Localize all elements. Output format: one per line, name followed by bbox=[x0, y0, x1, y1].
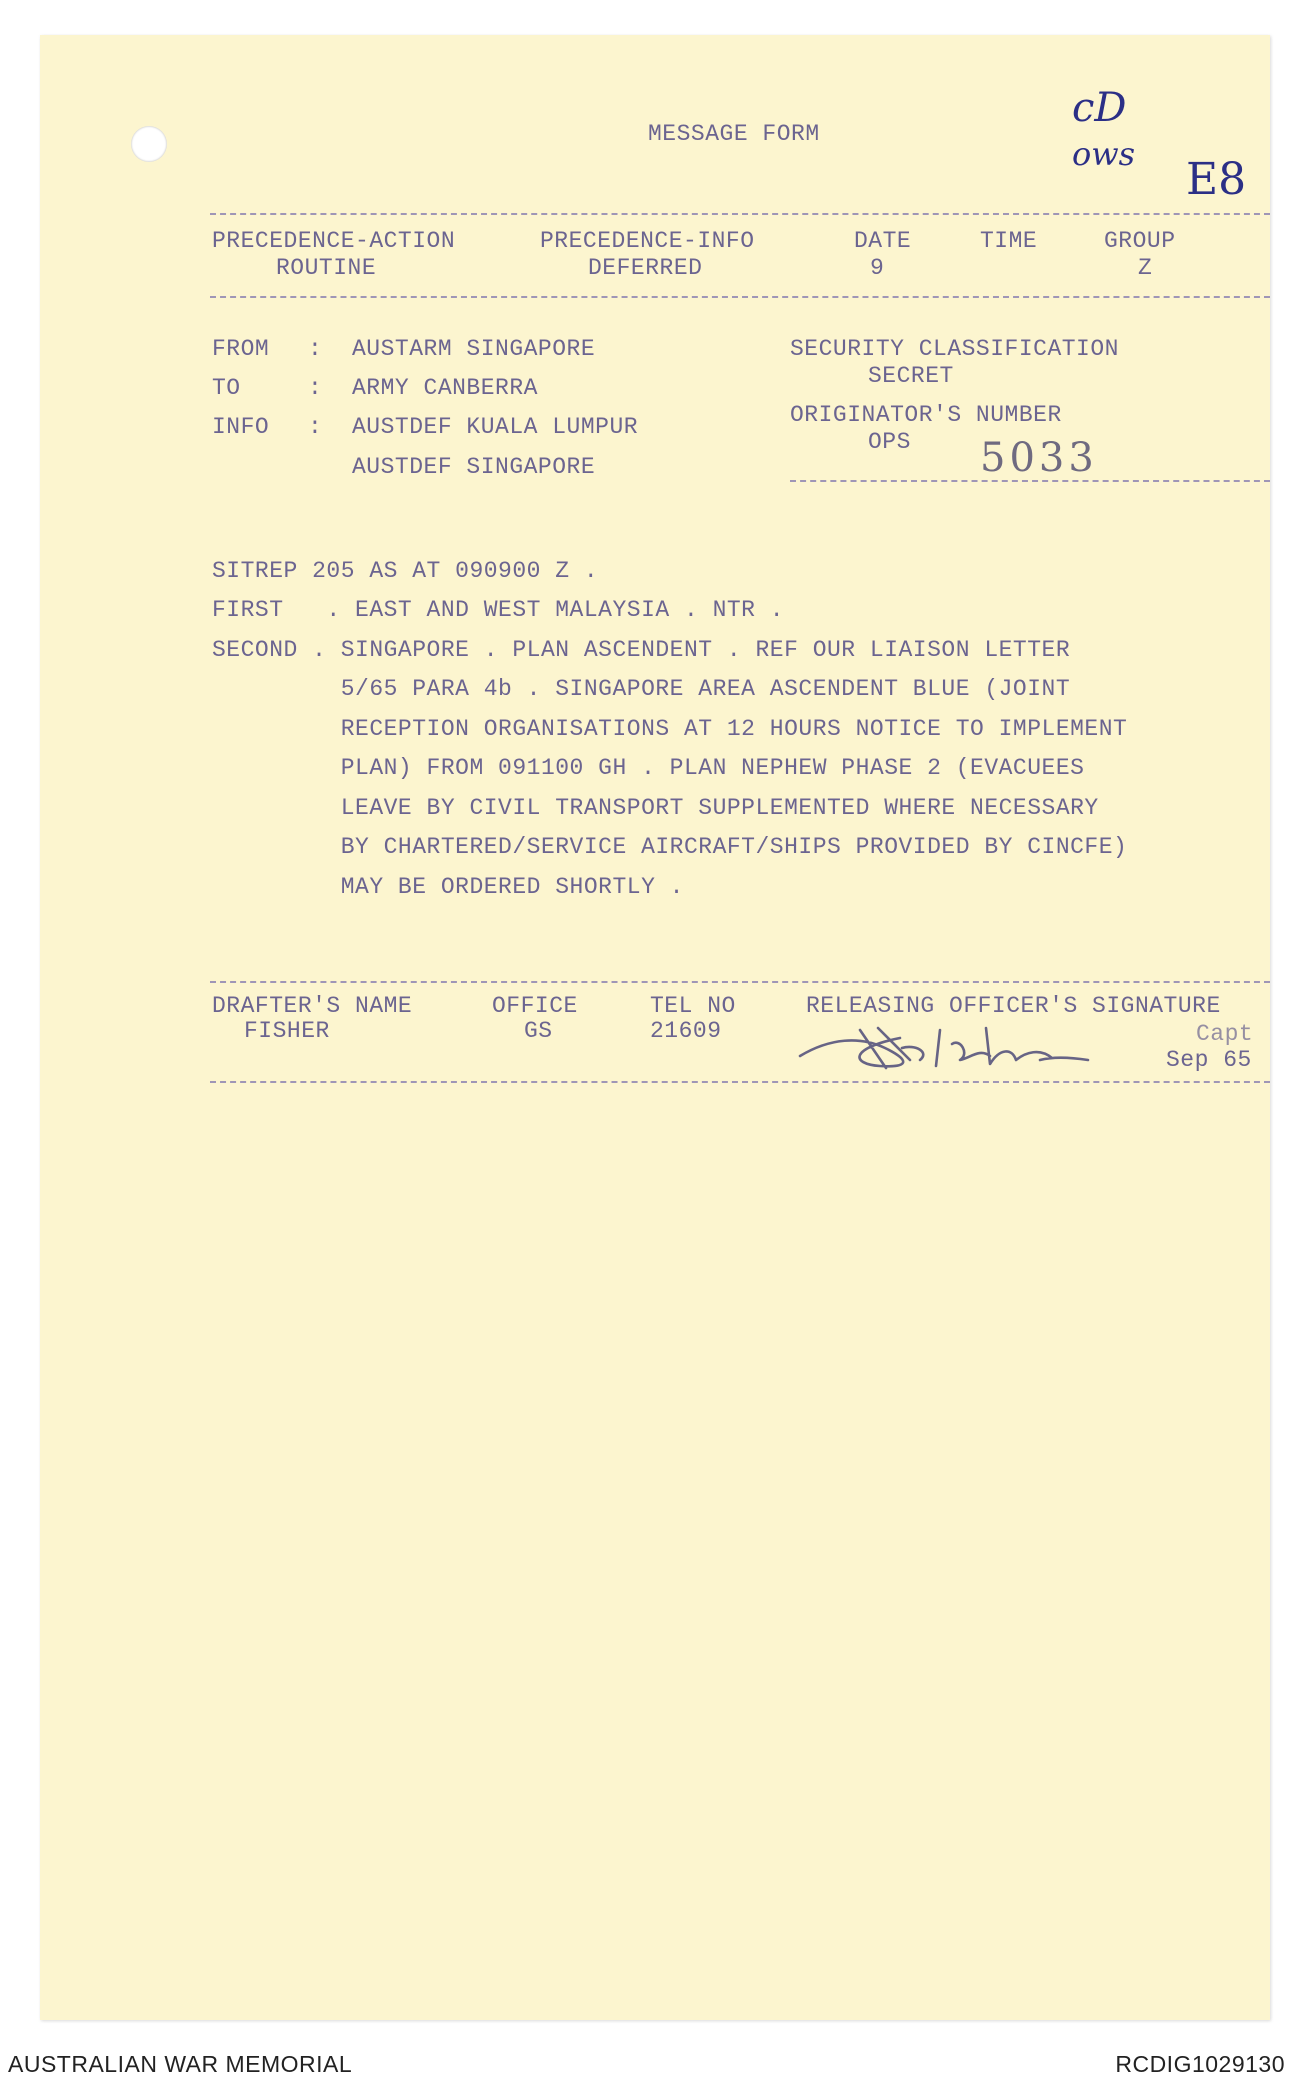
form-title: MESSAGE FORM bbox=[648, 121, 820, 147]
tel-no-value: 21609 bbox=[650, 1018, 722, 1044]
info-value-1: AUSTDEF KUALA LUMPUR bbox=[352, 414, 639, 440]
precedence-info-value: DEFERRED bbox=[588, 255, 703, 281]
originator-number-label: ORIGINATOR'S NUMBER bbox=[790, 402, 1062, 428]
officer-signature bbox=[790, 1008, 1100, 1078]
handwritten-ref-e8: E8 bbox=[1186, 154, 1247, 205]
message-line-9: MAY BE ORDERED SHORTLY . bbox=[212, 874, 684, 900]
releasing-officer-date: Sep 65 bbox=[1166, 1047, 1252, 1073]
handwritten-note-cd: cD bbox=[1072, 85, 1127, 131]
separator-footer-bottom bbox=[210, 1081, 1270, 1083]
drafter-name-label: DRAFTER'S NAME bbox=[212, 993, 413, 1019]
date-label: DATE bbox=[854, 228, 912, 254]
to-label: TO bbox=[212, 375, 241, 401]
office-label: OFFICE bbox=[492, 993, 578, 1019]
originator-number-handwritten: 5033 bbox=[980, 435, 1098, 481]
info-separator: : bbox=[308, 414, 323, 440]
from-value: AUSTARM SINGAPORE bbox=[352, 336, 596, 362]
drafter-name-value: FISHER bbox=[244, 1018, 330, 1044]
date-value: 9 bbox=[870, 255, 885, 281]
time-label: TIME bbox=[980, 228, 1038, 254]
from-separator: : bbox=[308, 336, 323, 362]
office-value: GS bbox=[524, 1018, 553, 1044]
info-label: INFO bbox=[212, 414, 270, 440]
message-line-7: LEAVE BY CIVIL TRANSPORT SUPPLEMENTED WHERE NECESSARY bbox=[212, 795, 1099, 821]
from-label: FROM bbox=[212, 336, 270, 362]
separator-security bbox=[790, 480, 1270, 482]
precedence-action-value: ROUTINE bbox=[276, 255, 377, 281]
to-separator: : bbox=[308, 375, 323, 401]
group-value: Z bbox=[1138, 255, 1153, 281]
message-line-8: BY CHARTERED/SERVICE AIRCRAFT/SHIPS PROVIDED BY CINCFE) bbox=[212, 834, 1128, 860]
message-line-2: FIRST . EAST AND WEST MALAYSIA . NTR . bbox=[212, 597, 785, 623]
handwritten-note-ows: ows bbox=[1072, 135, 1136, 173]
message-line-1: SITREP 205 AS AT 090900 Z . bbox=[212, 558, 599, 584]
punch-hole bbox=[131, 126, 167, 162]
archive-institution: AUSTRALIAN WAR MEMORIAL bbox=[8, 2051, 353, 2077]
separator-footer-top bbox=[210, 981, 1270, 983]
tel-no-label: TEL NO bbox=[650, 993, 736, 1019]
archive-item-id: RCDIG1029130 bbox=[1115, 2051, 1285, 2077]
message-line-5: RECEPTION ORGANISATIONS AT 12 HOURS NOTICE TO IMPLEMENT bbox=[212, 716, 1128, 742]
info-value-2: AUSTDEF SINGAPORE bbox=[352, 454, 596, 480]
separator-header bbox=[210, 296, 1270, 298]
originator-prefix: OPS bbox=[868, 429, 911, 455]
message-line-4: 5/65 PARA 4b . SINGAPORE AREA ASCENDENT BLUE (JOINT bbox=[212, 676, 1071, 702]
releasing-officer-rank: Capt bbox=[1196, 1021, 1254, 1047]
security-classification-label: SECURITY CLASSIFICATION bbox=[790, 336, 1119, 362]
group-label: GROUP bbox=[1104, 228, 1176, 254]
precedence-action-label: PRECEDENCE-ACTION bbox=[212, 228, 456, 254]
to-value: ARMY CANBERRA bbox=[352, 375, 538, 401]
precedence-info-label: PRECEDENCE-INFO bbox=[540, 228, 755, 254]
security-classification-value: SECRET bbox=[868, 363, 954, 389]
message-line-3: SECOND . SINGAPORE . PLAN ASCENDENT . REF OUR LIAISON LETTER bbox=[212, 637, 1071, 663]
releasing-officer-label: RELEASING OFFICER'S SIGNATURE bbox=[806, 993, 1221, 1019]
message-line-6: PLAN) FROM 091100 GH . PLAN NEPHEW PHASE 2 (EVACUEES bbox=[212, 755, 1085, 781]
separator-top bbox=[210, 213, 1270, 215]
